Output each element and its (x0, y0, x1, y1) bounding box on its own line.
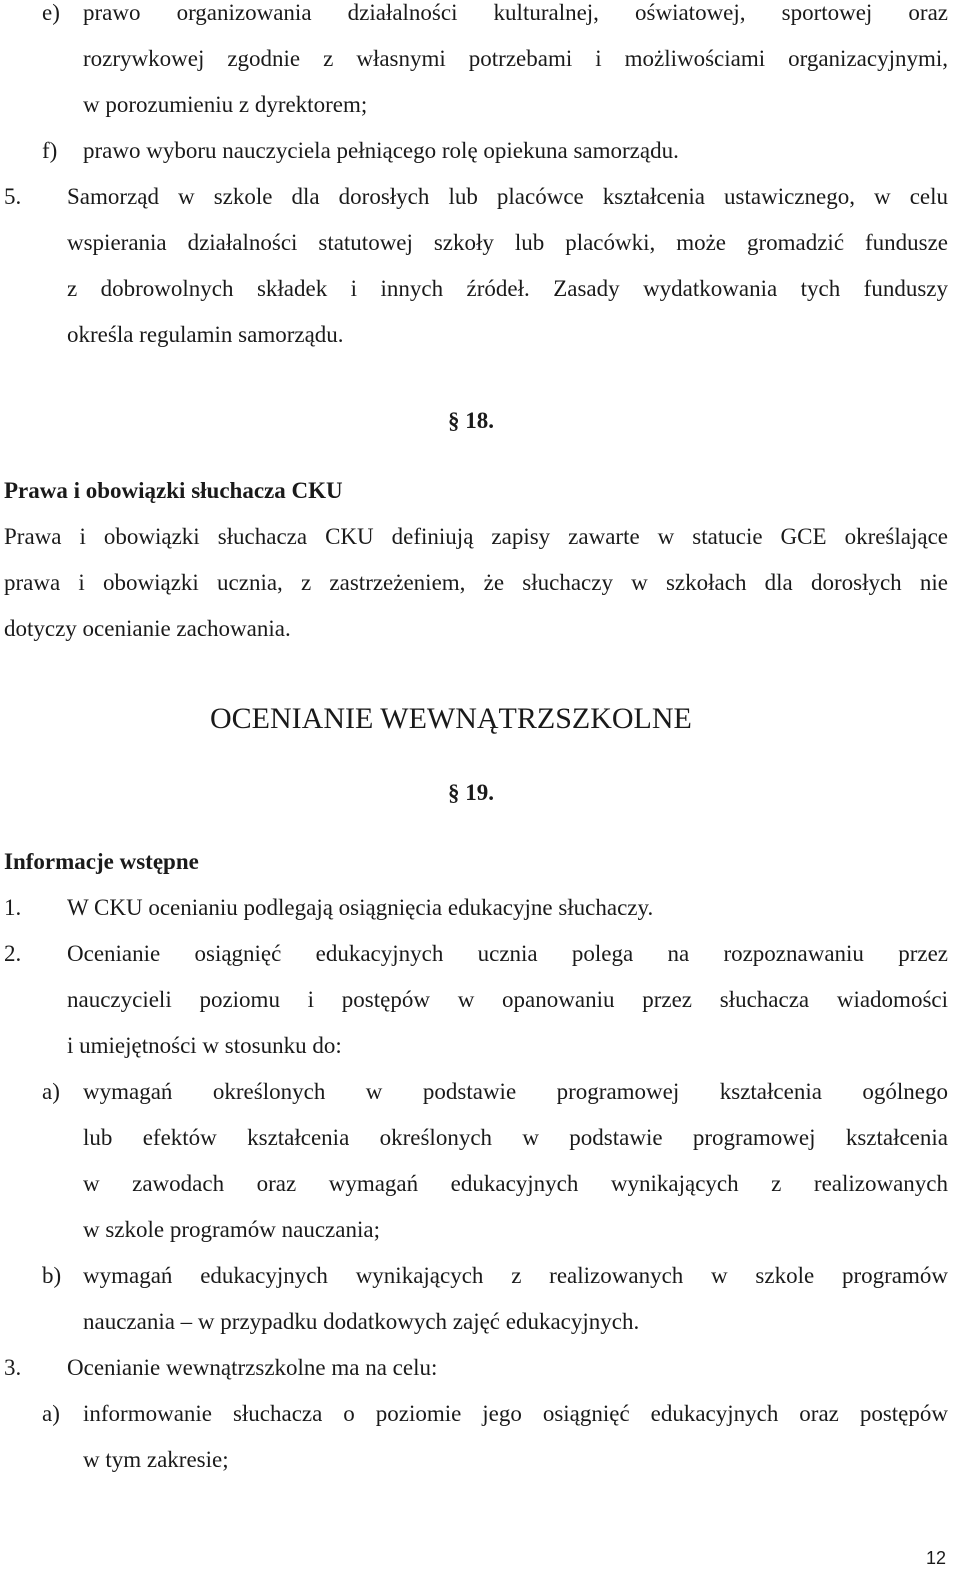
item-2b-line-1: b) wymagań edukacyjnych wynikających z realizowanych w szkole programów (0, 1253, 960, 1299)
item-2b-line-2: nauczania – w przypadku dodatkowych zajęć edukacyjnych. (83, 1309, 640, 1334)
section-18-line-1: Prawa i obowiązki słuchacza CKU definiują zapisy zawarte w statucie GCE określające (4, 524, 948, 549)
item-2a-line-4: w szkole programów nauczania; (83, 1217, 380, 1242)
item-3a-line-1: a) informowanie słuchacza o poziomie jego osiągnięć edukacyjnych oraz postępów (0, 1391, 960, 1437)
item-e-marker: e) (42, 0, 60, 25)
item-1-marker: 1. (4, 895, 22, 920)
section-18-number: § 18. (448, 408, 494, 433)
item-2-marker: 2. (4, 941, 22, 966)
section-18-line-3: dotyczy ocenianie zachowania. (4, 616, 291, 641)
section-19-heading: Informacje wstępne (4, 849, 199, 874)
item-2a-line-3: w zawodach oraz wymagań edukacyjnych wynikających z realizowanych (83, 1171, 948, 1196)
item-3: 3. Ocenianie wewnątrzszkolne ma na celu: (0, 1345, 960, 1391)
item-e-line-2: rozrywkowej zgodnie z własnymi potrzebami i możliwościami organizacyjnymi, (83, 46, 948, 71)
item-e-line-3: w porozumieniu z dyrektorem; (83, 92, 368, 117)
section-19-number: § 19. (448, 780, 494, 805)
item-2a-marker: a) (42, 1079, 60, 1104)
item-5-line-4: określa regulamin samorządu. (67, 322, 344, 347)
item-3a-marker: a) (42, 1401, 60, 1426)
item-2-line-1: 2. Ocenianie osiągnięć edukacyjnych ucznia polega na rozpoznawaniu przez (0, 931, 960, 977)
item-1: 1. W CKU ocenianiu podlegają osiągnięcia edukacyjne słuchaczy. (0, 885, 960, 931)
section-18-line-2: prawa i obowiązki ucznia, z zastrzeżeniem, że słuchaczy w szkołach dla dorosłych nie (4, 570, 948, 595)
item-5-line-3: z dobrowolnych składek i innych źródeł. Zasady wydatkowania tych funduszy (67, 276, 948, 301)
chapter-title: OCENIANIE WEWNĄTRZSZKOLNE (210, 702, 692, 735)
item-2a-line-2: lub efektów kształcenia określonych w podstawie programowej kształcenia (83, 1125, 948, 1150)
item-5-line-1: 5. Samorząd w szkole dla dorosłych lub placówce kształcenia ustawicznego, w celu (0, 174, 960, 220)
page-number: 12 (925, 1548, 946, 1568)
item-5-line-2: wspierania działalności statutowej szkoły lub placówki, może gromadzić fundusze (67, 230, 948, 255)
item-2b-marker: b) (42, 1263, 62, 1288)
item-2a-line-1: a) wymagań określonych w podstawie programowej kształcenia ogólnego (0, 1069, 960, 1115)
item-e-line-1: e) prawo organizowania działalności kulturalnej, oświatowej, sportowej oraz (0, 0, 960, 36)
item-2-line-2: nauczycieli poziomu i postępów w opanowaniu przez słuchacza wiadomości (67, 987, 948, 1012)
item-f: f) prawo wyboru nauczyciela pełniącego rolę opiekuna samorządu. (0, 128, 960, 174)
section-18-heading: Prawa i obowiązki słuchacza CKU (4, 478, 343, 503)
item-f-marker: f) (42, 138, 58, 163)
item-3-marker: 3. (4, 1355, 22, 1380)
item-5-marker: 5. (4, 184, 22, 209)
item-2-line-3: i umiejętności w stosunku do: (67, 1033, 342, 1058)
item-3a-line-2: w tym zakresie; (83, 1447, 229, 1472)
